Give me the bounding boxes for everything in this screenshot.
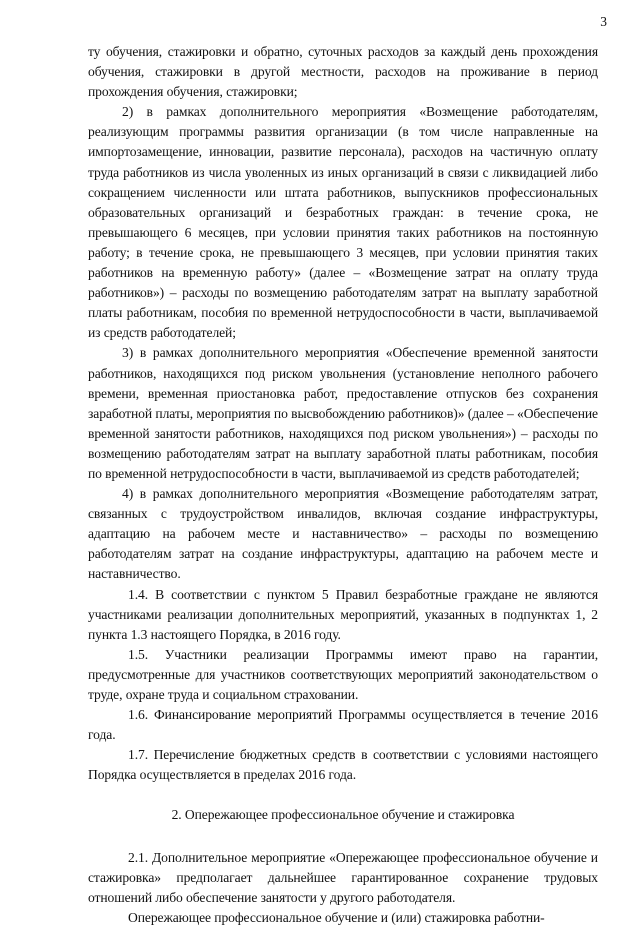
paragraph-continuation: ту обучения, стажировки и обратно, суточных расходов за каждый день прохождения обучения, стажировки в другой местности, расходов на проживание в период прохождения обучения, стажировки; [88, 44, 598, 100]
footer-divider [330, 900, 358, 905]
document-body [88, 42, 598, 928]
paragraph-1-5: 1.5. Участники реализации Программы имеют право на гарантии, предусмотренные для участников соответствующих мероприятий законодательством о труде, охране труда и социальном страховании. [88, 646, 598, 702]
paragraph-1-6: 1.6. Финансирование мероприятий Программы осуществляется в течение 2016 года. [88, 707, 598, 743]
paragraph-item-4: 4) в рамках дополнительного мероприятия «Возмещение работодателям затрат, связанных с трудоустройством инвалидов, включая создание инфраструктуры, адаптацию на рабочем месте и наставничество» – расходы по возмещению работодателям затрат на создание инфраструктуры, адаптацию на рабочем месте и наставничество. [88, 486, 598, 582]
paragraph-1-4: 1.4. В соответствии с пунктом 5 Правил безработные граждане не являются участниками реализации дополнительных мероприятий, указанных в подпунктах 1, 2 пункта 1.3 настоящего Порядка, в 2016 году. [88, 586, 598, 642]
paragraph-2-1: 2.1. Дополнительное мероприятие «Опережающее профессиональное обучение и стажировка» предполагает дальнейшее гарантированное сохранение трудовых отношений либо обеспечение занятости у другого работодателя. [88, 849, 598, 905]
paragraph-1-7: 1.7. Перечисление бюджетных средств в соответствии с условиями настоящего Порядка осуществляется в пределах 2016 года. [88, 747, 598, 783]
paragraph-item-3: 3) в рамках дополнительного мероприятия «Обеспечение временной занятости работников, находящихся под риском увольнения (установление неполного рабочего времени, временная приостановка работ, предоставление отпусков без сохранения заработной платы, мероприятия по высвобождению работников)» (далее – «Обеспечение временной занятости работников, находящихся под риском увольнения») – расходы по возмещению работодателям затрат на выплату заработной платы работникам, пособия по временной нетрудоспособности в части, выплачиваемой из средств работодателей; [88, 345, 598, 481]
paragraph-item-2: 2) в рамках дополнительного мероприятия «Возмещение работодателям, реализующим программы развития организации (в том числе направленные на импортозамещение, инновации, развитие персонала), расходов на частичную оплату труда работников из числа уволенных из иных организаций в связи с ликвидацией либо сокращением численности или штата работников, выпускников профессиональных образовательных организаций и безработных граждан: в течение срока, не превышающего 6 месяцев, при условии принятия таких работников на постоянную работу; в течение срока, не превышающего 3 месяцев, при условии принятия таких работников на временную работу» (далее – «Возмещение затрат на оплату труда работников») – расходы по возмещению работодателям затрат на выплату заработной платы работникам, пособия по временной нетрудоспособности в части, выплачиваемой из средств работодателей; [88, 104, 598, 341]
paragraph-2-continuation: Опережающее профессиональное обучение и (или) стажировка работни- [128, 909, 545, 925]
page-number: 3 [600, 14, 607, 29]
section-heading: 2. Опережающее профессиональное обучение и стажировка [171, 807, 515, 823]
